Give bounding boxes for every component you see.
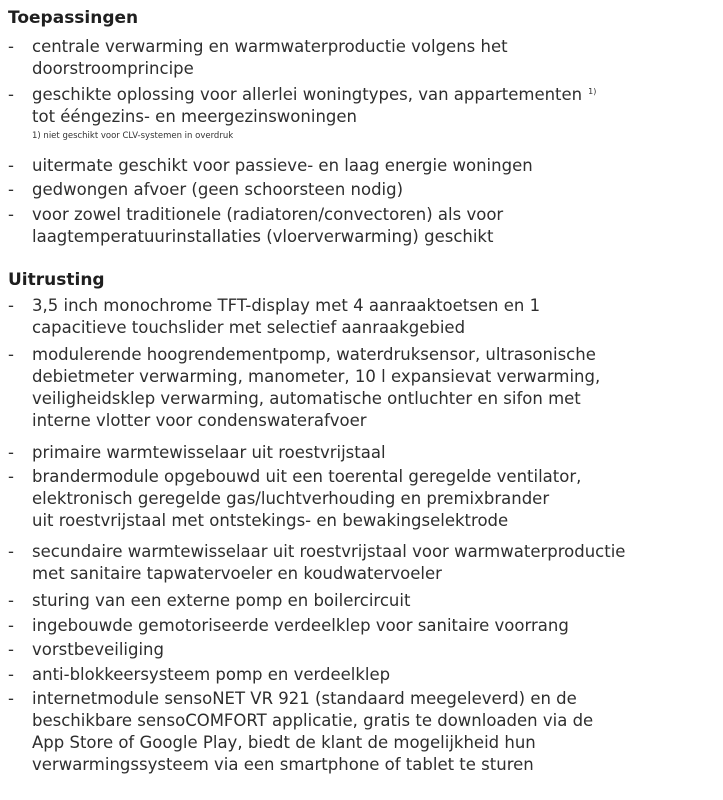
bullet-dash: - — [8, 665, 14, 684]
bullet-dash: - — [8, 156, 14, 175]
list-item-line: App Store of Google Play, biedt de klant de mogelijkheid hun — [32, 733, 536, 752]
list-item-line: 3,5 inch monochrome TFT-display met 4 aanraaktoetsen en 1 — [32, 296, 541, 315]
list-item-line: laagtemperatuurinstallaties (vloerverwarming) geschikt — [32, 227, 494, 246]
bullet-dash: - — [8, 85, 14, 104]
list-item-line: primaire warmtewisselaar uit roestvrijstaal — [32, 443, 386, 462]
list-item-line: anti-blokkeersysteem pomp en verdeelklep — [32, 665, 391, 684]
list-item-text: geschikte oplossing voor allerlei woningtypes, van appartementen — [32, 85, 583, 104]
list-item-line: centrale verwarming en warmwaterproductie volgens het — [32, 37, 508, 56]
list-item-line: brandermodule opgebouwd uit een toerental geregelde ventilator, — [32, 467, 582, 486]
list-item-line: tot ééngezins- en meergezinswoningen — [32, 107, 357, 126]
bullet-dash: - — [8, 542, 14, 561]
list-item-line: capacitieve touchslider met selectief aanraakgebied — [32, 318, 466, 337]
list-item-line: beschikbare sensoCOMFORT applicatie, gratis te downloaden via de — [32, 711, 594, 730]
bullet-dash: - — [8, 467, 14, 486]
section-heading-uitrusting: Uitrusting — [8, 270, 105, 290]
bullet-dash: - — [8, 616, 14, 635]
bullet-dash: - — [8, 689, 14, 708]
list-item-line: secundaire warmtewisselaar uit roestvrijstaal voor warmwaterproductie — [32, 542, 626, 561]
list-item-line: doorstroomprincipe — [32, 59, 194, 78]
list-item-line: modulerende hoogrendementpomp, waterdruksensor, ultrasonische — [32, 345, 596, 364]
bullet-dash: - — [8, 37, 14, 56]
bullet-dash: - — [8, 205, 14, 224]
list-item-line: veiligheidsklep verwarming, automatische ontluchter en sifon met — [32, 389, 581, 408]
list-item-line: uit roestvrijstaal met ontstekings- en bewakingselektrode — [32, 511, 509, 530]
bullet-dash: - — [8, 443, 14, 462]
list-item-line: met sanitaire tapwatervoeler en koudwatervoeler — [32, 564, 442, 583]
list-item-line: uitermate geschikt voor passieve- en laag energie woningen — [32, 156, 533, 175]
bullet-dash: - — [8, 591, 14, 610]
footnote-marker: 1) — [588, 86, 597, 96]
list-item-line: debietmeter verwarming, manometer, 10 l expansievat verwarming, — [32, 367, 601, 386]
list-item-line: ingebouwde gemotoriseerde verdeelklep voor sanitaire voorrang — [32, 616, 569, 635]
list-item-line — [32, 84, 596, 106]
list-item-line: vorstbeveiliging — [32, 640, 164, 659]
footnote: 1) niet geschikt voor CLV-systemen in overdruk — [32, 131, 234, 141]
list-item-line: voor zowel traditionele (radiatoren/convectoren) als voor — [32, 205, 504, 224]
section-heading-toepassingen: Toepassingen — [8, 8, 139, 28]
list-item-line: elektronisch geregelde gas/luchtverhouding en premixbrander — [32, 489, 550, 508]
list-item-line: sturing van een externe pomp en boilercircuit — [32, 591, 411, 610]
bullet-dash: - — [8, 345, 14, 364]
list-item-line: verwarmingssysteem via een smartphone of tablet te sturen — [32, 755, 534, 774]
list-item-line: gedwongen afvoer (geen schoorsteen nodig) — [32, 180, 404, 199]
list-item-line: interne vlotter voor condenswaterafvoer — [32, 411, 367, 430]
bullet-dash: - — [8, 180, 14, 199]
bullet-dash: - — [8, 640, 14, 659]
list-item-line: internetmodule sensoNET VR 921 (standaard meegeleverd) en de — [32, 689, 577, 708]
bullet-dash: - — [8, 296, 14, 315]
